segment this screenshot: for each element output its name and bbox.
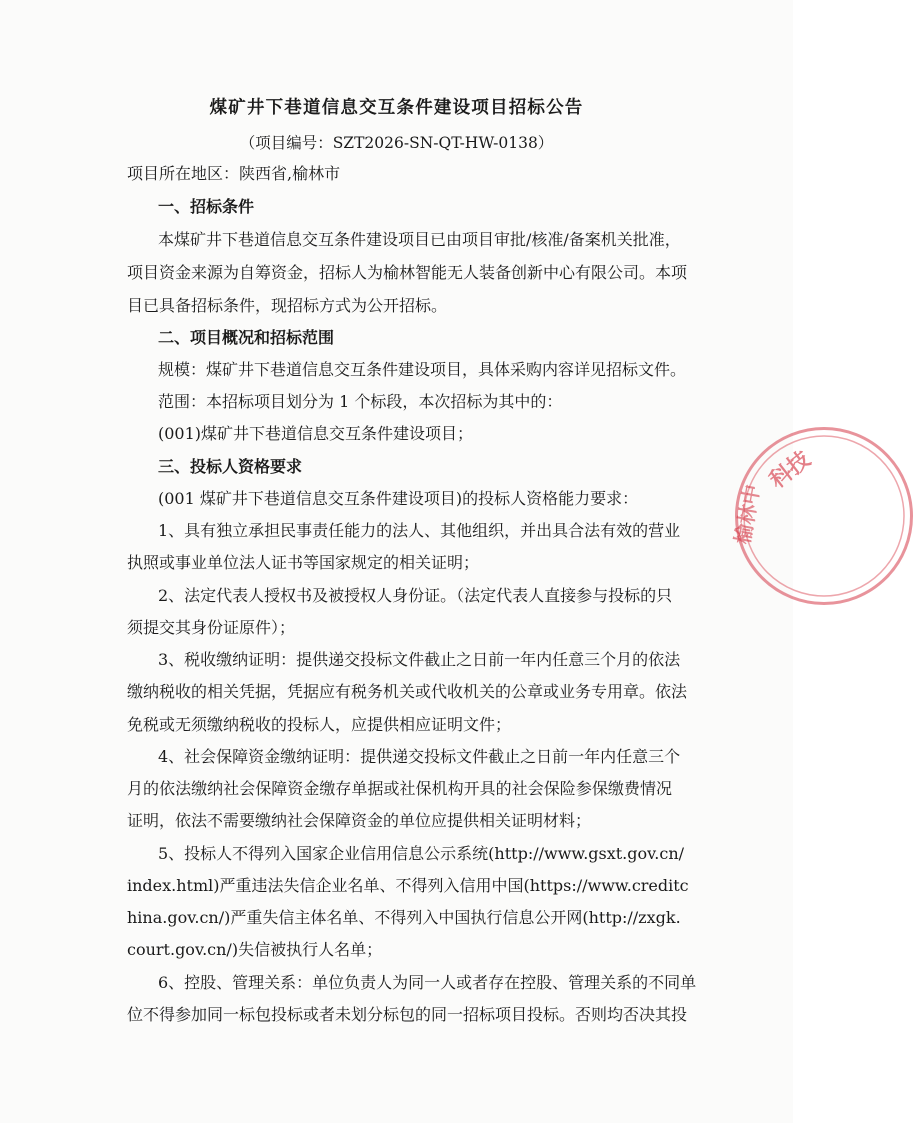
project-number: （项目编号：SZT2026-SN-QT-HW-0138）: [239, 134, 554, 152]
seal-text-upper: 科技: [765, 446, 816, 494]
paragraph-line: 规模：煤矿井下巷道信息交互条件建设项目，具体采购内容详见招标文件。: [158, 360, 687, 379]
qualification-item-line: 缴纳税收的相关凭据，凭据应有税务机关或代收机关的公章或业务专用章。依法: [127, 682, 688, 701]
qualification-item-line: 免税或无须缴纳税收的投标人，应提供相应证明文件；: [127, 715, 512, 734]
paragraph-line: 项目资金来源为自筹资金，招标人为榆林智能无人装备创新中心有限公司。本项: [127, 263, 688, 282]
qualification-item-line: 4、社会保障资金缴纳证明：提供递交投标文件截止之日前一年内任意三个: [158, 747, 681, 766]
qualification-item-line: 位不得参加同一标包投标或者未划分标包的同一招标项目投标。否则均否决其投: [127, 1005, 688, 1024]
paragraph-line: 本煤矿井下巷道信息交互条件建设项目已由项目审批/核准/备案机关批准，: [158, 230, 681, 249]
document-title: 煤矿井下巷道信息交互条件建设项目招标公告: [209, 98, 584, 118]
qualification-item-line: 执照或事业单位法人证书等国家规定的相关证明；: [127, 553, 480, 572]
paragraph-line: 范围：本招标项目划分为 1 个标段，本次招标为其中的：: [158, 392, 563, 411]
qualification-item-line: 3、税收缴纳证明：提供递交投标文件截止之日前一年内任意三个月的依法: [158, 650, 681, 669]
qualification-item-line: 月的依法缴纳社会保障资金缴存单据或社保机构开具的社会保险参保缴费情况: [127, 779, 672, 798]
project-region: 项目所在地区：陕西省,榆林市: [127, 164, 341, 183]
qualification-item-line: 5、投标人不得列入国家企业信用信息公示系统(http://www.gsxt.gov.cn/: [158, 844, 685, 863]
qualification-item-line: 1、具有独立承担民事责任能力的法人、其他组织，并出具合法有效的营业: [158, 521, 681, 540]
seal-ring-graphic: [730, 427, 913, 605]
section-heading-project-scope: 二、项目概况和招标范围: [158, 328, 335, 347]
section-heading-bidder-qualification: 三、投标人资格要求: [158, 457, 303, 476]
official-seal: [730, 427, 913, 605]
qualification-item-line: index.html)严重违法失信企业名单、不得列入信用中国(https://www.creditc: [127, 876, 689, 895]
qualification-item-line: court.gov.cn/)失信被执行人名单；: [127, 940, 383, 959]
section-heading-bid-conditions: 一、招标条件: [158, 197, 255, 216]
paragraph-line: (001 煤矿井下巷道信息交互条件建设项目)的投标人资格能力要求：: [158, 489, 639, 508]
qualification-item-line: 2、法定代表人授权书及被授权人身份证。（法定代表人直接参与投标的只: [158, 586, 673, 605]
seal-text-lower: 榆林中: [730, 482, 765, 546]
qualification-item-line: hina.gov.cn/)严重失信主体名单、不得列入中国执行信息公开网(http://zxgk.: [127, 908, 681, 927]
paragraph-line: (001)煤矿井下巷道信息交互条件建设项目；: [158, 424, 474, 443]
paragraph-line: 目已具备招标条件，现招标方式为公开招标。: [127, 296, 448, 315]
qualification-item-line: 须提交其身份证原件）；: [127, 618, 296, 637]
qualification-item-line: 6、控股、管理关系：单位负责人为同一人或者存在控股、管理关系的不同单: [158, 973, 697, 992]
qualification-item-line: 证明，依法不需要缴纳社会保障资金的单位应提供相关证明材料；: [127, 811, 592, 830]
